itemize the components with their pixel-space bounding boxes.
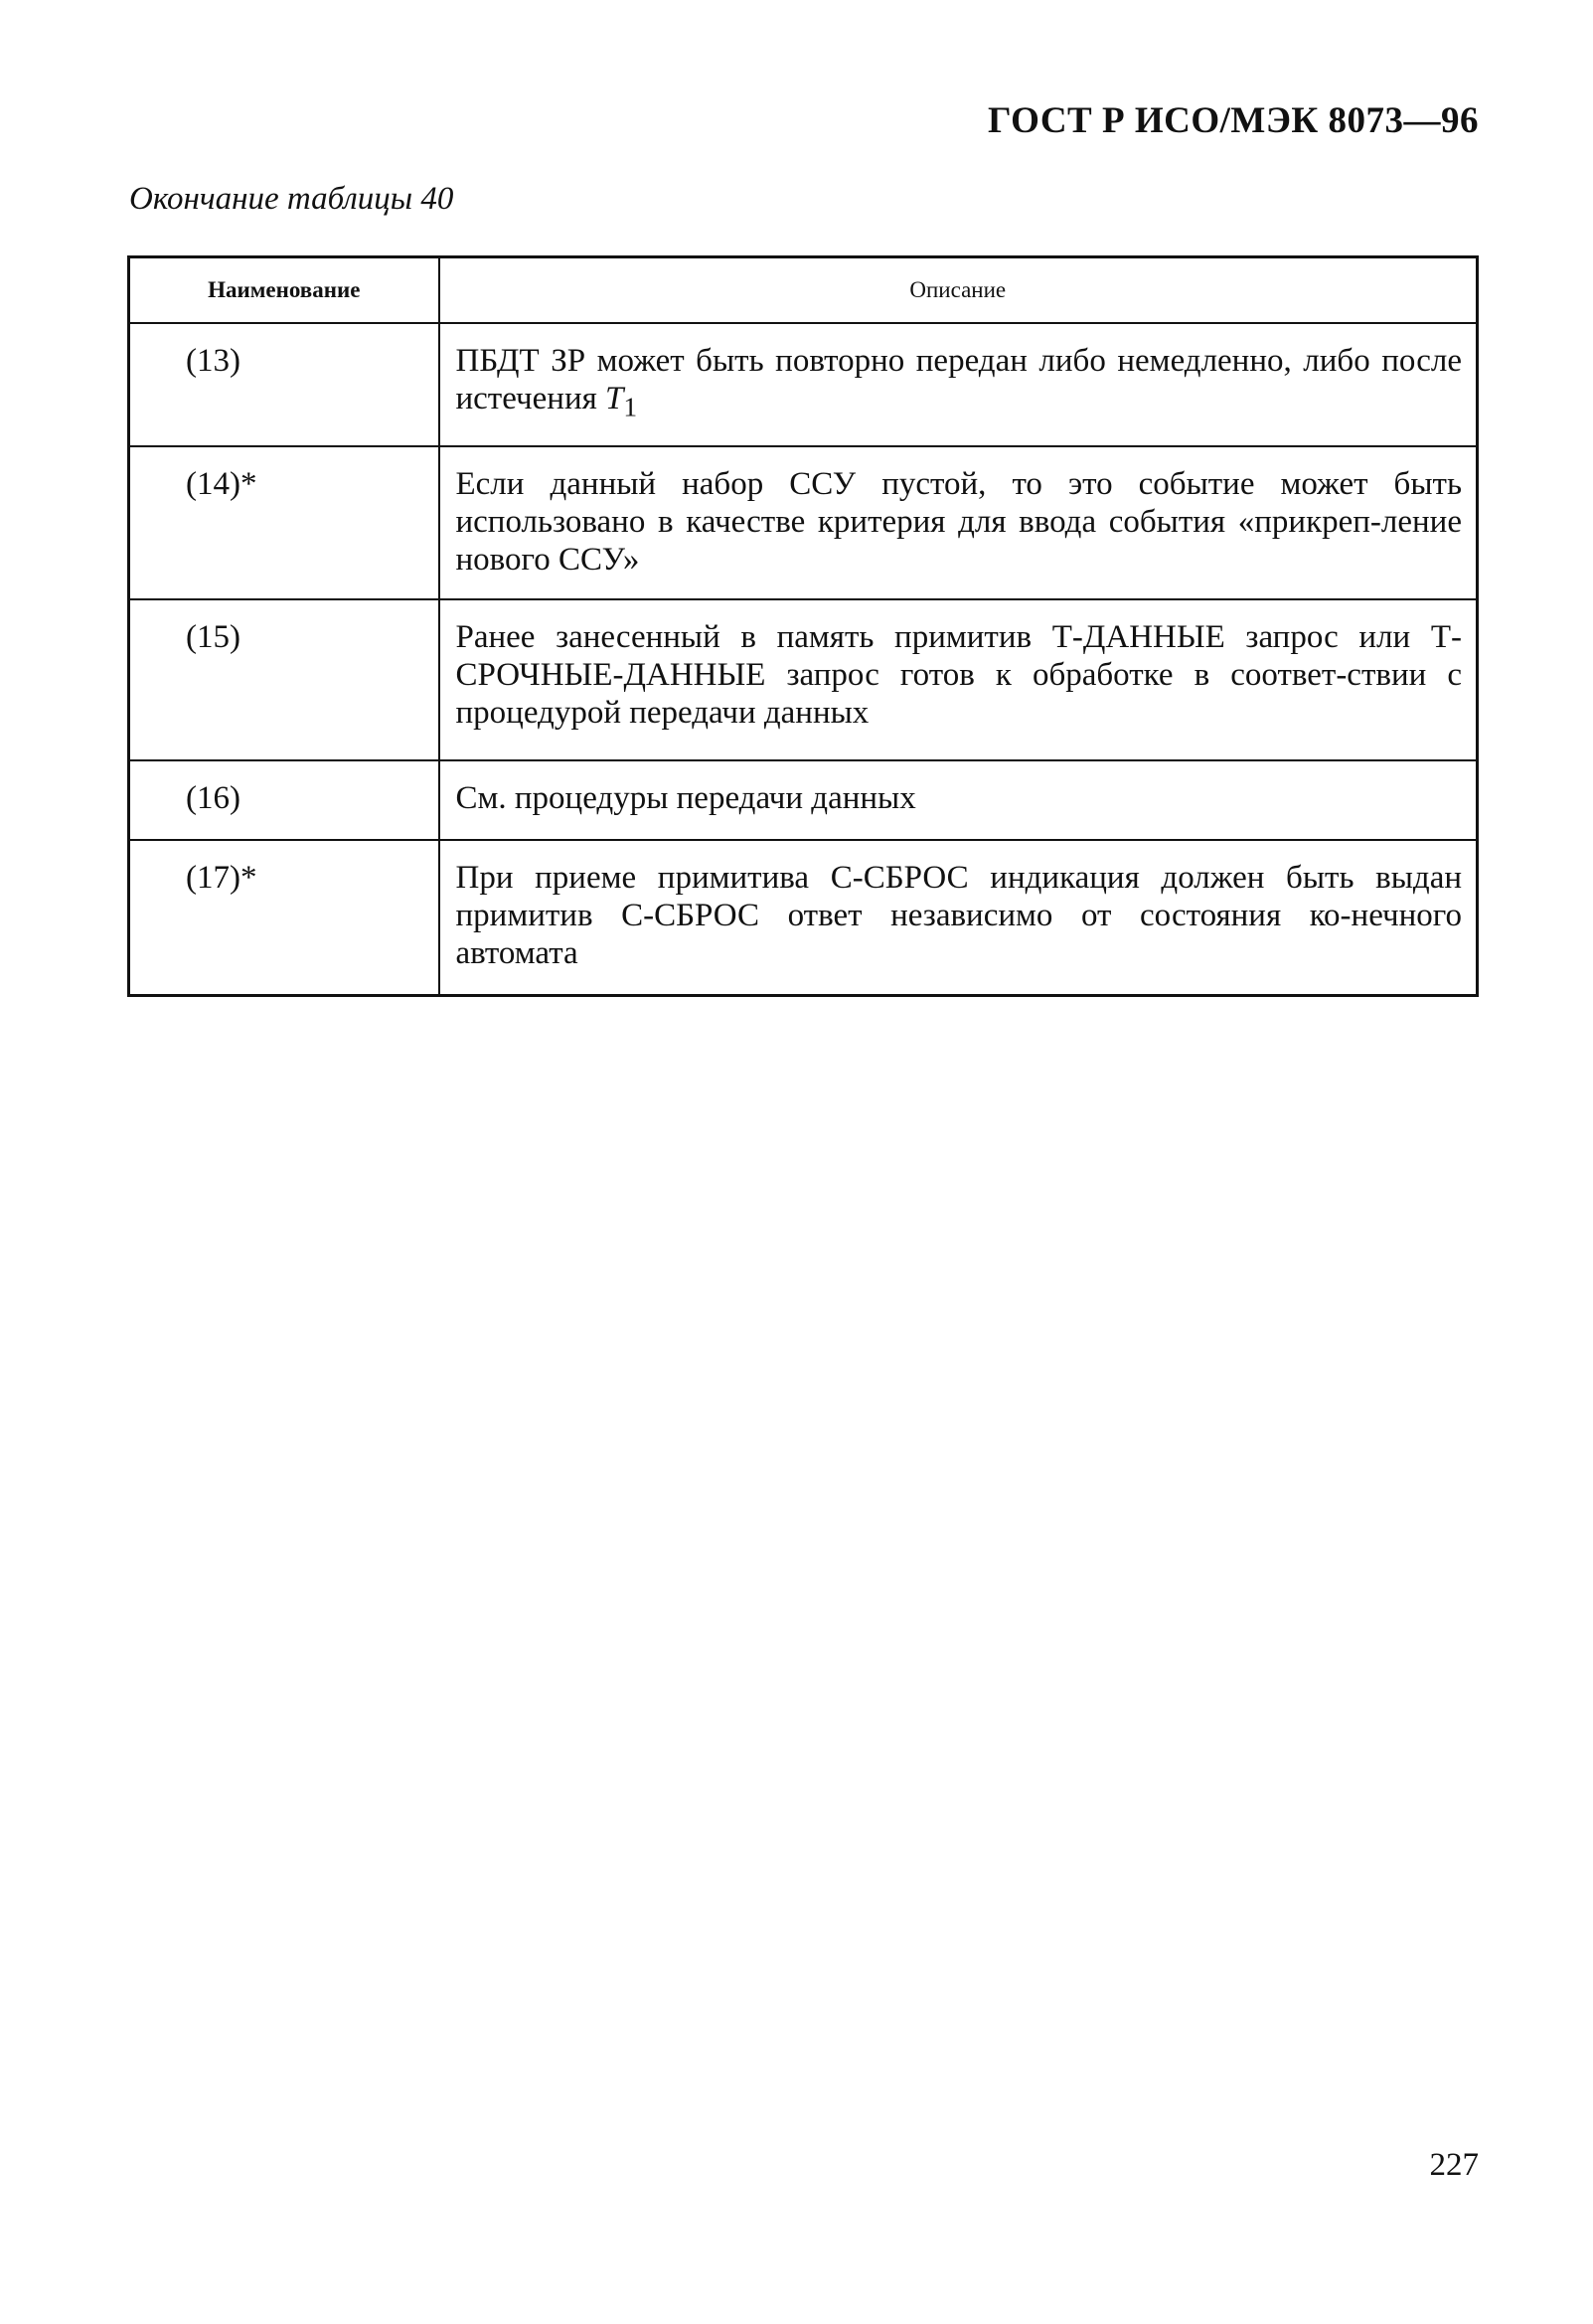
row-description: Ранее занесенный в память примитив Т-ДАННЫЕ запрос или Т-СРОЧНЫЕ-ДАННЫЕ запрос готов к обработке в соответ-ствии с процедурой передачи данных <box>439 599 1478 760</box>
row-name: (16) <box>129 760 439 840</box>
column-header-name: Наименование <box>129 257 439 324</box>
column-header-description: Описание <box>439 257 1478 324</box>
row-description-text: ПБДТ ЗР может быть повторно передан либо немедленно, либо после истечения <box>455 343 1462 416</box>
table-caption: Окончание таблицы 40 <box>129 181 454 217</box>
page-number: 227 <box>1429 2147 1479 2183</box>
timer-subscript: 1 <box>623 391 638 422</box>
row-description: Если данный набор ССУ пустой, то это событие может быть использовано в качестве критерия для ввода события «прикреп-ление нового ССУ» <box>439 446 1478 599</box>
document-header: ГОСТ Р ИСО/МЭК 8073—96 <box>987 100 1479 141</box>
row-name: (13) <box>129 323 439 446</box>
timer-variable: T <box>605 381 624 416</box>
table-row <box>129 840 1478 996</box>
row-description <box>439 323 1478 446</box>
table-header-row <box>129 257 1478 324</box>
definitions-table <box>127 255 1479 997</box>
row-name: (14)* <box>129 446 439 599</box>
table-row <box>129 760 1478 840</box>
table-row <box>129 599 1478 760</box>
table-row <box>129 446 1478 599</box>
row-name: (15) <box>129 599 439 760</box>
row-description: См. процедуры передачи данных <box>439 760 1478 840</box>
row-name: (17)* <box>129 840 439 996</box>
table-row <box>129 323 1478 446</box>
row-description: При приеме примитива С-СБРОС индикация должен быть выдан примитив С-СБРОС ответ независимо от состояния ко-нечного автомата <box>439 840 1478 996</box>
